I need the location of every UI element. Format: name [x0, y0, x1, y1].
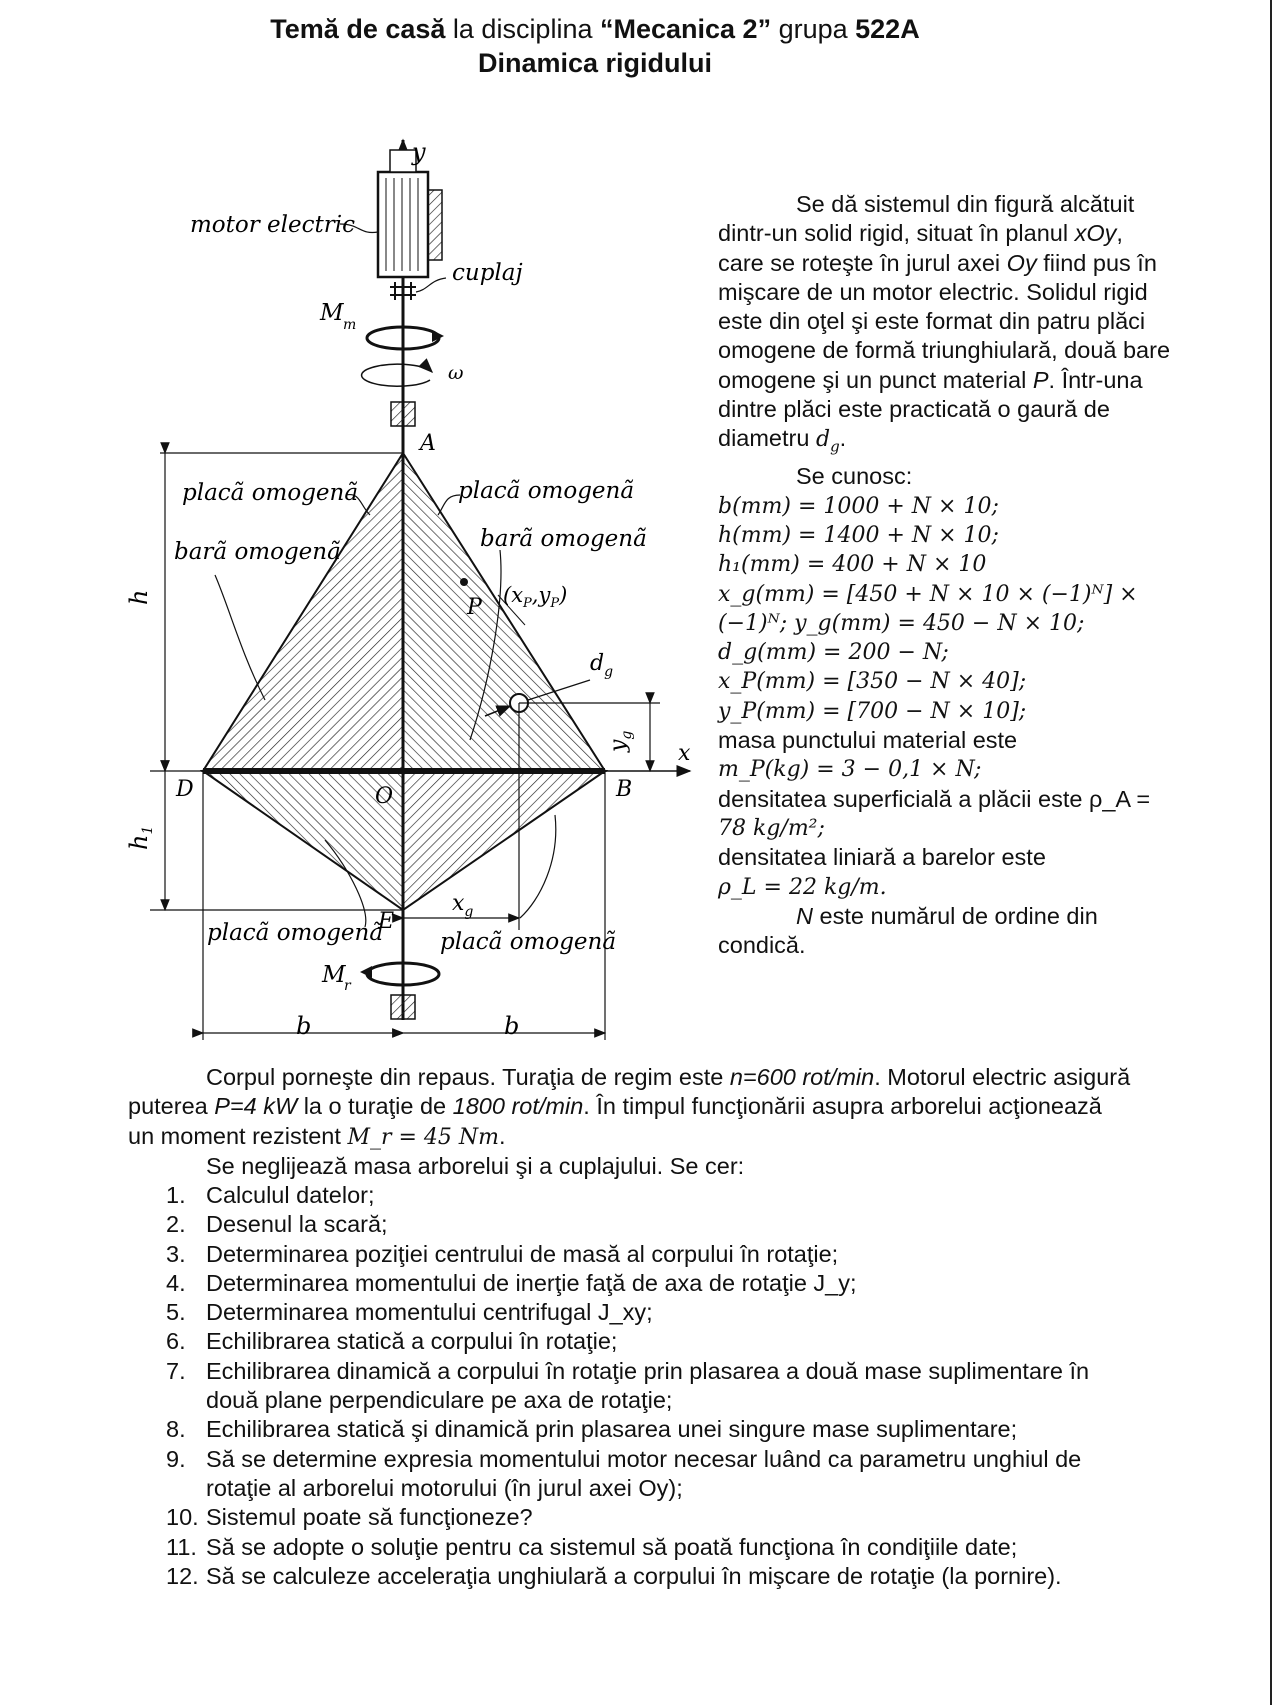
label-D: D: [176, 777, 194, 802]
label-bar-right: barã omogenã: [480, 526, 647, 552]
bearing-bottom: [391, 995, 415, 1019]
header-group: 522A: [855, 14, 920, 44]
task-list: [166, 1181, 1236, 1591]
task-number: 5.: [166, 1299, 186, 1326]
label-coupling: cuplaj: [452, 260, 523, 286]
task-text: Să se adopte o soluţie pentru ca sistemul să poată funcţiona în condiţiile date;: [206, 1533, 1018, 1560]
body-line: un moment rezistent M_r = 45 Nm.: [128, 1122, 506, 1150]
task-number: 7.: [166, 1357, 186, 1384]
task-number: 6.: [166, 1328, 186, 1355]
label-h1: $h_1$: [125, 825, 156, 850]
task-item: [166, 1181, 1236, 1210]
formula-xg-yg: (−1)ᴺ; y_g(mm) = 450 − N × 10;: [718, 610, 1085, 636]
task-text: Desenul la scară;: [206, 1211, 388, 1238]
label-mr: M: [322, 962, 346, 988]
stmt-line: care se roteşte în jurul axei Oy fiind pus în: [718, 249, 1157, 276]
stmt-line: omogene şi un punct material P. Într-una: [718, 366, 1143, 393]
task-item: [166, 1269, 1236, 1298]
label-E: E: [378, 909, 395, 934]
task-item: [166, 1474, 1236, 1503]
formula-xg: x_g(mm) = [450 + N × 10 × (−1)ᴺ] ×: [718, 581, 1138, 607]
task-number: 1.: [166, 1182, 186, 1208]
task-text: Calculul datelor;: [206, 1182, 375, 1208]
stmt-line: este din oţel şi este format din patru plăci: [718, 308, 1146, 335]
task-text: Determinarea poziţiei centrului de masă al corpului în rotaţie;: [206, 1240, 839, 1267]
label-yg: $y_g$: [606, 730, 635, 752]
task-item: [166, 1415, 1236, 1444]
label-mm: M: [320, 300, 344, 326]
stmt-line: Se dă sistemul din figură alcătuit: [796, 191, 1135, 217]
task-item: [166, 1503, 1236, 1532]
task-text: Determinarea momentului de inerţie faţă de axa de rotaţie J_y;: [206, 1269, 857, 1296]
label-b-right: b: [504, 1012, 520, 1040]
label-O: O: [375, 784, 394, 809]
task-text: Să se calculeze acceleraţia unghiulară a corpului în mişcare de rotaţie (la pornire).: [206, 1562, 1062, 1589]
formula-h: h(mm) = 1400 + N × 10;: [718, 522, 999, 548]
label-dg: $d_g$: [590, 651, 614, 680]
formula-h1: h₁(mm) = 400 + N × 10: [718, 552, 987, 578]
label-omega: ω: [448, 362, 464, 384]
task-text: Echilibrarea dinamică a corpului în rotaţie prin plasarea a două mase suplimentare în: [206, 1357, 1090, 1384]
task-text: Echilibrarea statică şi dinamică prin plasarea unei singure mase suplimentare;: [206, 1416, 1018, 1443]
omega-arrow: [362, 364, 432, 386]
stmt-line: dintre plăci este practicată o gaură de: [718, 396, 1110, 423]
task-item: [166, 1562, 1236, 1591]
header-course: “Mecanica 2”: [599, 14, 772, 44]
header-group-word: grupa: [771, 14, 856, 44]
body-line: Corpul porneşte din repaus. Turaţia de regim este n=600 rot/min. Motorul electric asigură: [206, 1064, 1131, 1090]
task-item: [166, 1210, 1236, 1239]
task-number: 12.: [166, 1562, 199, 1589]
formula-mp: m_P(kg) = 3 − 0,1 × N;: [718, 757, 982, 783]
problem-body: [128, 1063, 1228, 1181]
formula-b: b(mm) = 1000 + N × 10;: [718, 493, 999, 519]
label-mm-sub: m: [343, 317, 357, 333]
task-text: două plane perpendiculare pe axa de rotaţie;: [206, 1387, 673, 1414]
header-title-strong: Temă de casă: [270, 14, 446, 44]
label-plate-ur: placã omogenã: [458, 478, 635, 504]
label-x: x: [678, 741, 691, 766]
label-b-left: b: [296, 1012, 312, 1040]
rhoA-text: densitatea superficială a plăcii este ρ_A =: [718, 785, 1151, 812]
task-item: [166, 1357, 1236, 1386]
label-plate-lr: placã omogenã: [440, 929, 617, 955]
system-figure: [0, 0, 720, 1040]
label-bar-left: barã omogenã: [174, 539, 341, 565]
task-item: [166, 1240, 1236, 1269]
mass-text: masa punctului material este: [718, 727, 1018, 754]
label-plate-ll: placã omogenã: [207, 920, 384, 946]
label-P: P: [467, 595, 482, 620]
task-text: Sistemul poate să funcţioneze?: [206, 1504, 533, 1531]
known-heading: Se cunosc:: [796, 463, 913, 490]
stmt-line: diametru $d_g$.: [718, 425, 847, 457]
label-xg: $x_g$: [452, 891, 474, 920]
header-title-mid: la disciplina: [445, 14, 600, 44]
formula-rhoL: ρ_L = 22 kg/m.: [718, 874, 887, 900]
body-line: puterea P=4 kW la o turaţie de 1800 rot/min. În timpul funcţionării asupra arborelui acţionează: [128, 1093, 1102, 1120]
task-item: [166, 1298, 1236, 1327]
formula-xp: x_P(mm) = [350 − N × 40];: [718, 669, 1027, 695]
formula-yp: y_P(mm) = [700 − N × 10];: [718, 698, 1027, 724]
problem-statement: [718, 190, 1238, 960]
label-y: y: [412, 138, 426, 166]
task-text: Echilibrarea statică a corpului în rotaţie;: [206, 1328, 618, 1355]
task-number: 9.: [166, 1445, 186, 1472]
header-line-2: Dinamica rigidului: [477, 48, 713, 78]
label-motor: motor electric: [190, 212, 355, 238]
task-item: [166, 1327, 1236, 1356]
stmt-line: mişcare de un motor electric. Solidul rigid: [718, 278, 1148, 305]
task-text: rotaţie al arborelui motorului (în jurul axei Oy);: [206, 1474, 683, 1501]
task-text: Să se determine expresia momentului motor necesar luând ca parametru unghiul de: [206, 1445, 1082, 1472]
task-number: 10.: [166, 1504, 199, 1531]
stmt-line: dintr-un solid rigid, situat în planul xOy,: [718, 220, 1123, 247]
formula-dg: d_g(mm) = 200 − N;: [718, 640, 949, 666]
n-text: N este numărul de ordine din: [796, 902, 1098, 929]
task-text: Determinarea momentului centrifugal J_xy;: [206, 1299, 653, 1326]
label-p-coords: $(x_P,y_P)$: [503, 583, 568, 611]
rhoL-text: densitatea liniară a barelor este: [718, 844, 1046, 871]
point-p: [460, 578, 468, 586]
plate-lower-right: [403, 771, 605, 910]
task-number: 8.: [166, 1416, 186, 1443]
label-h: h: [125, 589, 153, 605]
label-mr-sub: r: [344, 978, 351, 994]
task-item: [166, 1445, 1236, 1474]
body-line: Se neglijează masa arborelui şi a cuplajului. Se cer:: [206, 1152, 745, 1179]
task-number: 11.: [166, 1533, 197, 1560]
formula-rhoA: 78 kg/m²;: [718, 815, 825, 841]
task-number: 2.: [166, 1211, 186, 1238]
label-B: B: [616, 777, 633, 802]
motor: [378, 150, 442, 277]
task-number: 3.: [166, 1240, 186, 1267]
label-plate-ul: placã omogenã: [182, 480, 359, 506]
task-number: 4.: [166, 1269, 186, 1296]
task-item: [166, 1533, 1236, 1562]
plate-lower-left: [203, 771, 403, 910]
label-A: A: [420, 431, 436, 456]
bearing-top: [391, 402, 415, 426]
n-text-end: condică.: [718, 932, 806, 959]
task-item: [166, 1386, 1236, 1415]
stmt-line: omogene de formă triunghiulară, două bare: [718, 337, 1171, 364]
